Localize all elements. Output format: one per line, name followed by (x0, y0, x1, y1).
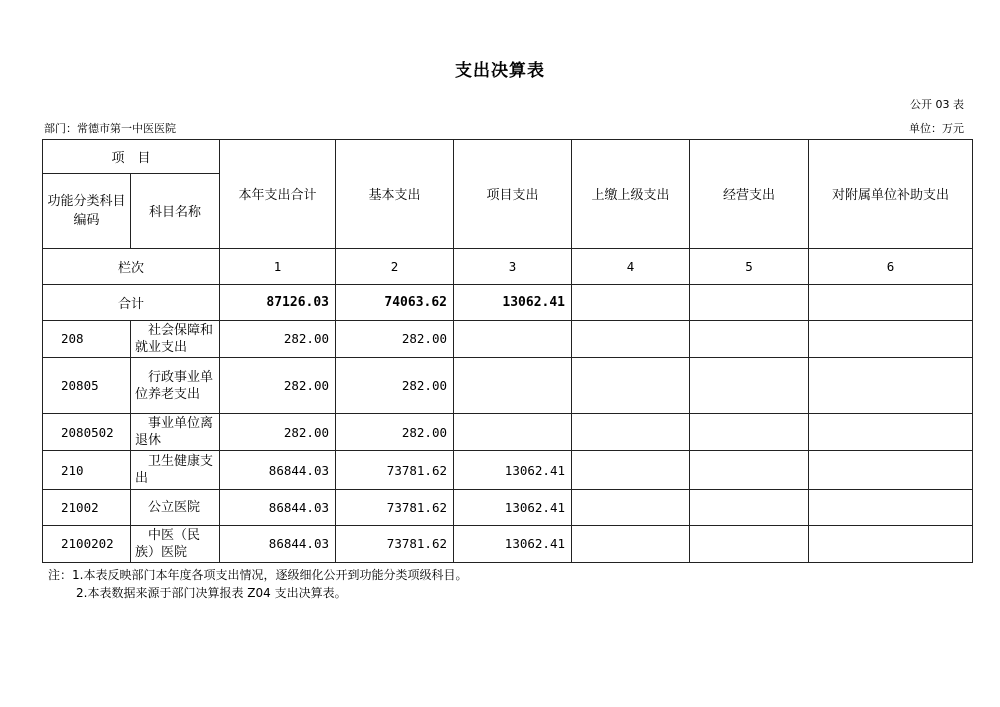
table-row (43, 357, 973, 413)
col-index-1: 1 (220, 248, 336, 284)
header-func-code: 功能分类科目编码 (43, 174, 131, 248)
table-number: 公开 03 表 (910, 98, 964, 111)
unit-line (909, 120, 964, 136)
table-row (43, 451, 973, 489)
column-index-row (43, 248, 973, 284)
total-value-1: 87126.03 (220, 284, 336, 320)
note-2: 2.本表数据来源于部门决算报表 Z04 支出决算表。 (76, 586, 347, 600)
total-row (43, 284, 973, 320)
row-subject-name (131, 489, 220, 525)
notes (48, 566, 467, 602)
total-label: 合计 (43, 284, 220, 320)
row-value-6 (809, 357, 973, 413)
row-value-6 (809, 414, 973, 451)
header-col-6: 对附属单位补助支出 (809, 140, 973, 249)
header-item: 项 目 (43, 140, 220, 174)
total-value-4 (572, 284, 690, 320)
table-row (43, 320, 973, 357)
department-line (44, 120, 176, 136)
total-value-3: 13062.41 (454, 284, 572, 320)
row-subject-name (131, 451, 220, 489)
row-value-4 (572, 357, 690, 413)
col-index-3: 3 (454, 248, 572, 284)
unit-label: 单位： (909, 122, 942, 135)
row-value-5 (690, 320, 809, 357)
row-value-1: 86844.03 (220, 489, 336, 525)
row-value-1: 282.00 (220, 414, 336, 451)
row-code: 20805 (43, 357, 131, 413)
col-index-6: 6 (809, 248, 973, 284)
unit-value: 万元 (942, 122, 964, 135)
row-code: 2080502 (43, 414, 131, 451)
row-code: 210 (43, 451, 131, 489)
row-subject-name (131, 414, 220, 451)
row-value-6 (809, 525, 973, 562)
row-subject-name (131, 525, 220, 562)
row-value-6 (809, 320, 973, 357)
row-code: 21002 (43, 489, 131, 525)
table-row (43, 489, 973, 525)
header-col-2: 基本支出 (336, 140, 454, 249)
row-value-4 (572, 489, 690, 525)
row-subject-name-text: 社会保障和就业支出 (135, 322, 214, 355)
col-index-4: 4 (572, 248, 690, 284)
row-value-5 (690, 451, 809, 489)
department-label: 部门： (44, 122, 77, 135)
row-value-2: 73781.62 (336, 451, 454, 489)
row-value-1: 86844.03 (220, 525, 336, 562)
row-subject-name-text: 事业单位离退休 (135, 416, 214, 449)
row-value-1: 282.00 (220, 357, 336, 413)
row-subject-name-text: 公立医院 (148, 499, 201, 515)
row-value-2: 282.00 (336, 357, 454, 413)
row-value-3: 13062.41 (454, 451, 572, 489)
row-value-3 (454, 414, 572, 451)
table-row (43, 525, 973, 562)
header-subject-name: 科目名称 (131, 174, 220, 248)
total-value-5 (690, 284, 809, 320)
expenditure-table (42, 139, 973, 563)
table-row (43, 414, 973, 451)
header-row-1 (43, 140, 973, 174)
row-value-5 (690, 414, 809, 451)
row-value-6 (809, 451, 973, 489)
note-1: 注：1.本表反映部门本年度各项支出情况，逐级细化公开到功能分类项级科目。 (48, 568, 468, 582)
row-value-5 (690, 489, 809, 525)
header-col-1: 本年支出合计 (220, 140, 336, 249)
row-value-2: 73781.62 (336, 489, 454, 525)
row-subject-name (131, 357, 220, 413)
col-index-2: 2 (336, 248, 454, 284)
page-title: 支出决算表 (455, 61, 545, 81)
row-subject-name (131, 320, 220, 357)
row-code: 2100202 (43, 525, 131, 562)
row-value-1: 86844.03 (220, 451, 336, 489)
header-col-3: 项目支出 (454, 140, 572, 249)
row-value-5 (690, 357, 809, 413)
col-index-5: 5 (690, 248, 809, 284)
row-value-4 (572, 451, 690, 489)
row-value-3 (454, 320, 572, 357)
row-value-3: 13062.41 (454, 525, 572, 562)
header-col-5: 经营支出 (690, 140, 809, 249)
row-value-4 (572, 525, 690, 562)
total-value-2: 74063.62 (336, 284, 454, 320)
row-subject-name-text: 卫生健康支出 (135, 454, 214, 486)
header-col-4: 上缴上级支出 (572, 140, 690, 249)
row-value-3: 13062.41 (454, 489, 572, 525)
row-value-4 (572, 320, 690, 357)
total-value-6 (809, 284, 973, 320)
row-value-3 (454, 357, 572, 413)
row-value-1: 282.00 (220, 320, 336, 357)
row-value-6 (809, 489, 973, 525)
row-index-label: 栏次 (43, 248, 220, 284)
row-value-5 (690, 525, 809, 562)
row-subject-name-text: 行政事业单位养老支出 (135, 369, 214, 402)
row-value-2: 73781.62 (336, 525, 454, 562)
row-value-2: 282.00 (336, 320, 454, 357)
row-subject-name-text: 中医（民族）医院 (135, 527, 201, 560)
department-name: 常德市第一中医医院 (77, 122, 176, 135)
row-value-4 (572, 414, 690, 451)
row-value-2: 282.00 (336, 414, 454, 451)
row-code: 208 (43, 320, 131, 357)
